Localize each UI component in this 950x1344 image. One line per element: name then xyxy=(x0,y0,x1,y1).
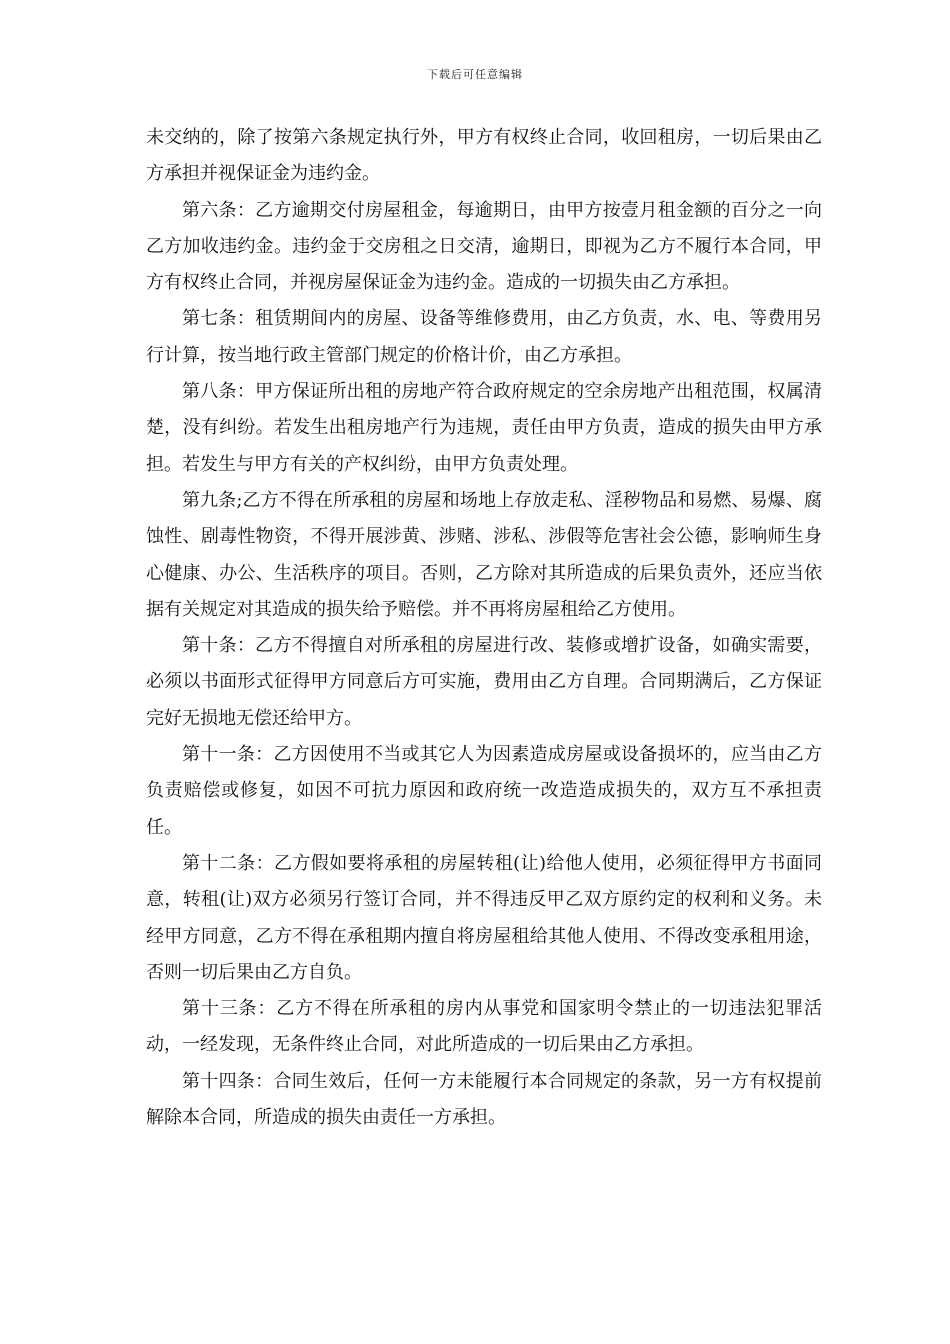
paragraph-article-10: 第十条：乙方不得擅自对所承租的房屋进行改、装修或增扩设备，如确实需要，必须以书面形式征得甲方同意后方可实施，费用由乙方自理。合同期满后，乙方保证完好无损地无偿还给甲方。 xyxy=(146,635,822,729)
paragraph-continuation: 未交纳的，除了按第六条规定执行外，甲方有权终止合同，收回租房，一切后果由乙方承担并视保证金为违约金。 xyxy=(146,127,822,185)
paragraph-article-11: 第十一条：乙方因使用不当或其它人为因素造成房屋或设备损坏的，应当由乙方负责赔偿或修复，如因不可抗力原因和政府统一改造造成损失的，双方互不承担责任。 xyxy=(146,744,822,838)
paragraph-article-9: 第九条;乙方不得在所承租的房屋和场地上存放走私、淫秽物品和易燃、易爆、腐蚀性、剧毒性物资，不得开展涉黄、涉赌、涉私、涉假等危害社会公德，影响师生身心健康、办公、生活秩序的项目。否则，乙方除对其所造成的后果负责外，还应当依据有关规定对其造成的损失给予赔偿。并不再将房屋租给乙方使用。 xyxy=(146,489,822,620)
paragraph-article-13: 第十三条：乙方不得在所承租的房内从事党和国家明令禁止的一切违法犯罪活动，一经发现，无条件终止合同，对此所造成的一切后果由乙方承担。 xyxy=(146,998,822,1056)
paragraph-article-7: 第七条：租赁期间内的房屋、设备等维修费用，由乙方负责，水、电、等费用另行计算，按当地行政主管部门规定的价格计价，由乙方承担。 xyxy=(146,308,822,366)
paragraph-article-12: 第十二条：乙方假如要将承租的房屋转租(让)给他人使用，必须征得甲方书面同意，转租(让)双方必须另行签订合同，并不得违反甲乙双方原约定的权利和义务。未经甲方同意，乙方不得在承租期内擅自将房屋租给其他人使用、不得改变承租用途，否则一切后果由乙方自负。 xyxy=(146,852,822,983)
paragraph-article-6: 第六条：乙方逾期交付房屋租金，每逾期日，由甲方按壹月租金额的百分之一向乙方加收违约金。违约金于交房租之日交清，逾期日，即视为乙方不履行本合同，甲方有权终止合同，并视房屋保证金为违约金。造成的一切损失由乙方承担。 xyxy=(146,199,822,294)
paragraph-article-8: 第八条：甲方保证所出租的房地产符合政府规定的空余房地产出租范围，权属清楚，没有纠纷。若发生出租房地产行为违规，责任由甲方负责，造成的损失由甲方承担。若发生与甲方有关的产权纠纷，由甲方负责处理。 xyxy=(146,381,822,475)
document-body xyxy=(146,120,822,1136)
page-header: 下载后可任意编辑 xyxy=(427,68,523,81)
paragraph-article-14: 第十四条：合同生效后，任何一方未能履行本合同规定的条款，另一方有权提前解除本合同，所造成的损失由责任一方承担。 xyxy=(146,1070,822,1129)
